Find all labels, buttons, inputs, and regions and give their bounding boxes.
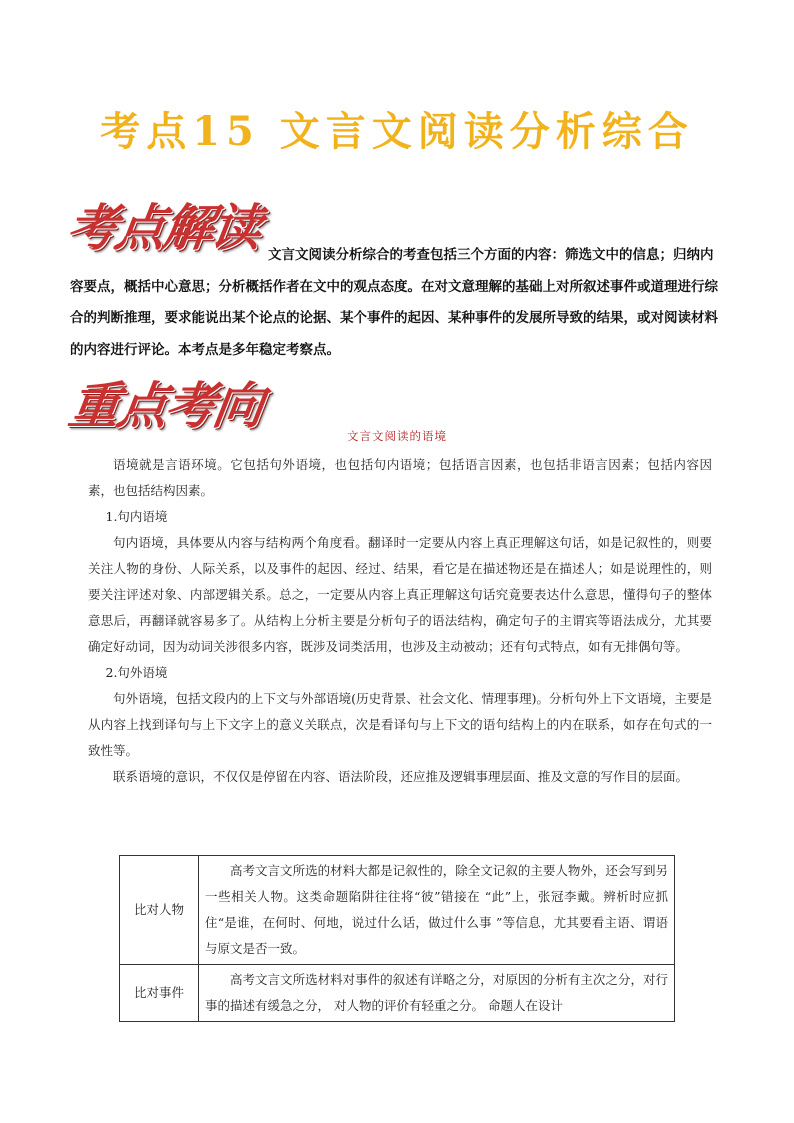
intro-paragraph bbox=[70, 240, 725, 366]
section-heading: 2.句外语境 bbox=[105, 665, 168, 680]
row-label: 比对人物 bbox=[120, 856, 199, 965]
section-heading: 1.句内语境 bbox=[105, 509, 168, 524]
body-paragraph: 语境就是言语环境。它包括句外语境，也包括句内语境；包括语言因素，也包括非语言因素；包括内容因素，也包括结构因素。 bbox=[88, 457, 712, 498]
table-row bbox=[120, 856, 675, 965]
body-paragraph: 句外语境，包括文段内的上下文与外部语境(历史背景、社会文化、情理事理)。分析句外上下文语境，主要是从内容上找到译句与上下文字上的意义关联点，次是看译句与上下文的语句结构上的内在联系，如存在句式的一致性等。 bbox=[88, 691, 712, 758]
row-text: 高考文言文所选材料对事件的叙述有详略之分，对原因的分析有主次之分，对行事的描述有缓急之分， 对人物的评价有轻重之分。 命题人在设计 bbox=[199, 965, 675, 1022]
page-title: 考点15 文言文阅读分析综合 bbox=[100, 108, 694, 155]
section-subtitle: 文言文阅读的语境 bbox=[347, 429, 447, 443]
comparison-table bbox=[119, 855, 675, 1022]
intro-text: 文言文阅读分析综合的考查包括三个方面的内容：筛选文中的信息；归纳内容要点，概括中心意思；分析概括作者在文中的观点态度。在对文意理解的基础上对所叙述事件或道理进行综合的判断推理，要求能说出某个论点的论据、某个事件的起因、某种事件的发展所导致的结果，或对阅读材料的内容进行评论。本考点是多年稳定考察点。 bbox=[70, 247, 718, 358]
body-paragraph: 联系语境的意识，不仅仅是停留在内容、语法阶段，还应推及逻辑事理层面、推及文意的写作目的层面。 bbox=[113, 769, 689, 784]
row-text: 高考文言文所选的材料大都是记叙性的，除全文记叙的主要人物外，还会写到另一些相关人物。这类命题陷阱往往将“彼”错接在 “此”上，张冠李戴。辨析时应抓住“是谁，在何时、何地，说过什么话，做过什么事 ”等信息，尤其要看主语、谓语与原文是否一致。 bbox=[199, 856, 675, 965]
body-paragraph: 句内语境，具体要从内容与结构两个角度看。翻译时一定要从内容上真正理解这句话，如是记叙性的，则要关注人物的身份、人际关系，以及事件的起因、经过、结果，看它是在描述物还是在描述人；如是说理性的，则要关注评述对象、内部逻辑关系。总之，一定要从内容上真正理解这句话究竟要表达什么意思，懂得句子的整体意思后，再翻译就容易多了。从结构上分析主要是分析句子的语法结构，确定句子的主谓宾等语法成分，尤其要确定好动词，因为动词关涉很多内容，既涉及词类活用，也涉及主动被动；还有句式特点，如有无排偶句等。 bbox=[88, 535, 712, 654]
banner-exam-interpretation: 考点解读 bbox=[63, 198, 264, 257]
body-text bbox=[88, 452, 712, 790]
table-row bbox=[120, 965, 675, 1022]
row-label: 比对事件 bbox=[120, 965, 199, 1022]
banner-key-directions: 重点考向 bbox=[65, 376, 266, 435]
